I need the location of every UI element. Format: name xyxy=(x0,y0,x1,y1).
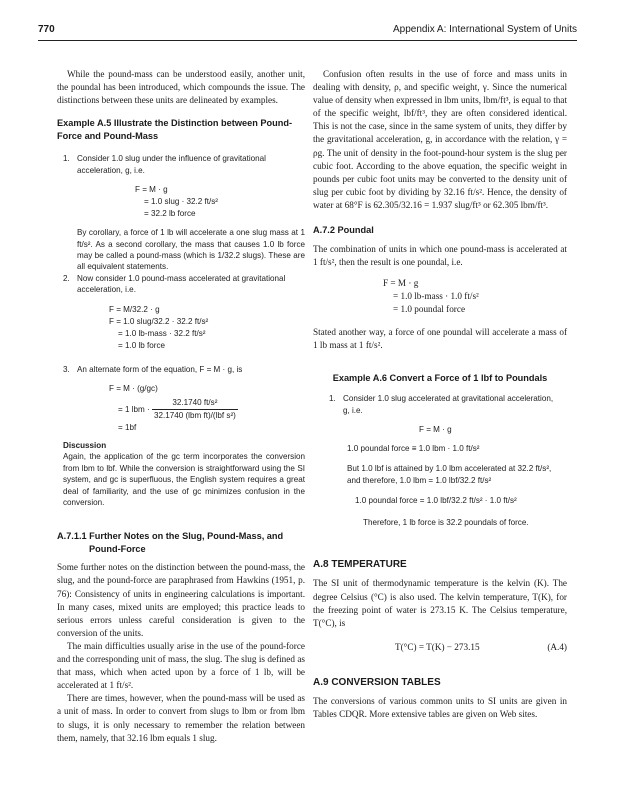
page-header xyxy=(38,24,577,40)
section-a8-heading: A.8 TEMPERATURE xyxy=(313,559,407,571)
discussion-heading: Discussion xyxy=(63,440,107,450)
example-a5-item-3: 3. An alternate form of the equation, F = M · g, is xyxy=(63,364,305,375)
item-1-paragraph: By corollary, a force of 1 lb will accelerate a one slug mass at 1 ft/s². As a second corollary, the mass that causes 1.0 lb force may be called a pound-mass (which is 1/32.2 slugs). These are all equivalent statements. xyxy=(77,228,305,272)
section-a711-paragraph-1: Some further notes on the distinction between the pound-mass, the slug, and the pound-force are paraphrased from Hawkins (1951, p. 76): Consistency of units in engineering calculations is important. In many cases, mixed units are employed; this practice leads to serious errors unless careful consideration is given to the conversion of the units. xyxy=(57,562,305,638)
item-1-text: Consider 1.0 slug under the influence of gravitational acceleration, g, i.e. xyxy=(77,154,266,175)
conversion-tables-paragraph: The conversions of various common units to SI units are given in Tables CDQR. More extensive tables are given on Web sites. xyxy=(313,695,567,719)
example-a5-item-2: 2. Now consider 1.0 pound-mass accelerated at gravitational acceleration, i.e. xyxy=(63,273,305,296)
equation-1: F = M · g = 1.0 slug · 32.2 ft/s² = 32.2 lb force xyxy=(135,185,219,219)
equation-3-fraction: $\frac{\text{32.1740 ft/s²}}{\text{32.1740 (lbm ft)/(lbf s²)}}$ xyxy=(153,397,236,420)
item-2-text: Now consider 1.0 pound-mass accelerated at gravitational acceleration, i.e. xyxy=(77,273,286,295)
equation-a4-label: (A.4) xyxy=(547,641,567,652)
example-a6-title: Example A.6 Convert a Force of 1 lbf to Poundals xyxy=(332,373,548,384)
section-a72-heading: A.7.2 Poundal xyxy=(313,225,374,236)
equation-3: F = M · (g/gc) = 1 lbm · $\frac{\text{32.1740 ft/s²}}{\text{32.1740 (lbm ft)/(lbf s²)}}$ = 1bf xyxy=(109,383,236,432)
example-a5-title: Example A.5 Illustrate the Distinction between Pound-Force and Pound-Mass xyxy=(57,118,292,142)
section-a711-paragraph-2: The main difficulties usually arise in the use of the pound-force and the corresponding unit of mass, the slug. The slug is defined as that mass, which when acted upon by a force of 1 lb, will be accelerated at 1 ft/s². xyxy=(57,640,305,691)
section-a9-heading: A.9 CONVERSION TABLES xyxy=(313,676,441,688)
left-intro-paragraph: While the pound-mass can be understood easily, another unit, the poundal has been introduced, which compounds the issue. The distinctions between these units are delineated by examples. xyxy=(57,69,305,106)
equation-4: F = M · g = 1.0 lb-mass · 1.0 ft/s² = 1.0 poundal force xyxy=(383,278,479,315)
example-a5-body xyxy=(57,153,305,508)
item-3-text: An alternate form of the equation, F = M · g, is xyxy=(77,364,243,374)
equation-5-line-3: 1.0 poundal force = 1.0 lbf/32.2 ft/s² · 1.0 ft/s² xyxy=(355,496,517,506)
example-a5-item-1: 1. Consider 1.0 slug under the influence of gravitational acceleration, g, i.e. xyxy=(63,153,305,176)
left-column xyxy=(57,68,305,745)
poundal-restatement: Stated another way, a force of one poundal will accelerate a mass of 1 lb mass at 1 ft/s². xyxy=(313,327,567,351)
equation-5-line-2: 1.0 poundal force ≡ 1.0 lbm · 1.0 ft/s² xyxy=(347,444,480,454)
discussion-text: Again, the application of the gc term incorporates the conversion from lbm to lbf. While the conversion is straightforward using the SI system, and gc is superfluous, the English system requires a great deal of familiarity, and the use of gc minimizes confusion in the conversion. xyxy=(63,452,305,507)
example-a6-paragraph-1: But 1.0 lbf is attained by 1.0 lbm accelerated at 32.2 ft/s², and therefore, 1.0 lbm = 1.0 lbf/32.2 ft/s² xyxy=(347,464,552,485)
example-a6-item-1: 1. Consider 1.0 slug accelerated at gravitational acceleration, g, i.e. xyxy=(329,394,554,415)
right-column xyxy=(313,68,567,721)
equation-5-line-1: F = M · g xyxy=(419,425,452,435)
temperature-paragraph: The SI unit of thermodynamic temperature is the kelvin (K). The degree Celsius (°C) is also used. The kelvin temperature, T(K), for the freezing point of water is 273.15 K. The Celsius temperature, T(°C), is xyxy=(313,578,567,628)
page-number: 770 xyxy=(38,24,55,35)
running-title: Appendix A: International System of Units xyxy=(393,24,577,35)
example-a6-conclusion: Therefore, 1 lb force is 32.2 poundals of force. xyxy=(363,518,529,528)
equation-2: F = M/32.2 · g F = 1.0 slug/32.2 · 32.2 ft/s² = 1.0 lb-mass · 32.2 ft/s² = 1.0 lb force xyxy=(109,304,209,350)
header-rule xyxy=(38,40,577,41)
section-a711-heading: A.7.1.1 Further Notes on the Slug, Pound-Mass, and Pound-Force xyxy=(57,531,284,555)
poundal-paragraph: The combination of units in which one pound-mass is accelerated at 1 ft/s², then the result is one poundal, i.e. xyxy=(313,244,567,268)
example-a6-body xyxy=(313,393,567,528)
right-density-paragraph: Confusion often results in the use of force and mass units in dealing with density, ρ, and specific weight, γ. Since the numerical value of density when expressed in lbm units, lbm/ft³, is equal to that of the specific weight, lbf/ft³, they are often considered identical. This is not the case, since in the same system of units, they differ by the gravitational acceleration, g, in accordance with the relation, γ = ρg. The unit of density in the foot-pound-hour system is the slug per cubic foot. According to the above equation, the specific weight in pounds per cubic foot units may be converted to the density unit of slug per cubic foot by dividing by 32.16 ft/s². Hence, the density of water at 68°F is 62.305/32.16 = 1.937 slug/ft³ or 62.305 lbm/ft³. xyxy=(313,69,567,210)
equation-a4: T(°C) = T(K) − 273.15 (A.4) xyxy=(395,641,567,652)
section-a711-paragraph-3: There are times, however, when the pound-mass will be used as a unit of mass. In order to convert from slugs to lbm or from lbm to slugs, it is only necessary to remember the relation between them, namely, that 32.16 lbm equals 1 slug. xyxy=(57,693,305,743)
